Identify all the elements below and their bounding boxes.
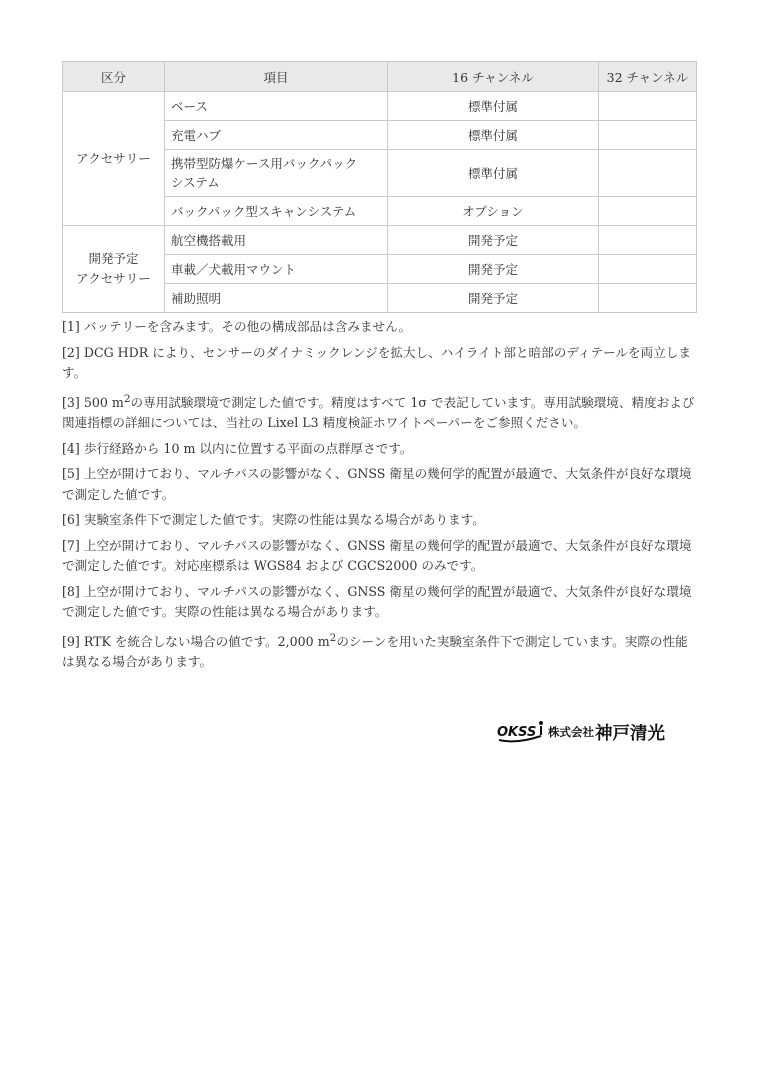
category-cell xyxy=(63,226,165,313)
footnote xyxy=(62,536,698,577)
footnote-mark: [9] xyxy=(62,633,80,649)
footnote-text: 歩行経路から 10 m 以内に位置する平面の点群厚さです。 xyxy=(83,440,413,456)
item-cell: 車載／犬載用マウント xyxy=(165,255,388,284)
footnote xyxy=(62,582,698,623)
header-16ch: 16 チャンネル xyxy=(388,62,599,92)
item-cell xyxy=(165,150,388,197)
32ch-cell xyxy=(599,92,697,121)
table-header-row xyxy=(63,62,697,92)
category-label: アクセサリー xyxy=(76,150,151,166)
item-cell: ベース xyxy=(165,92,388,121)
item-cell: バックパック型スキャンシステム xyxy=(165,197,388,226)
category-label: アクセサリー xyxy=(76,271,151,286)
32ch-cell xyxy=(599,150,697,197)
footnote-text: 500 m xyxy=(83,394,124,410)
footnote-text: 上空が開けており、マルチパスの影響がなく、GNSS 衛星の幾何学的配置が最適で、大気条件が良好な環境で測定した値です。実際の性能は異なる場合があります。 xyxy=(62,583,692,620)
footnote-mark: [5] xyxy=(62,466,80,482)
footnote-mark: [6] xyxy=(62,512,80,528)
16ch-cell: 開発予定 xyxy=(388,284,599,313)
category-label: 開発予定 xyxy=(88,251,139,266)
32ch-cell xyxy=(599,226,697,255)
accessories-table xyxy=(62,61,697,313)
16ch-cell: 開発予定 xyxy=(388,226,599,255)
logo-company-name: 神戸清光 xyxy=(595,723,665,744)
footnote-text: のシーンを用いた実験室条件下で測定しています。実際の性能は異なる場合があります。 xyxy=(62,633,688,670)
footnote-mark: [3] xyxy=(62,394,80,410)
footnote xyxy=(62,628,698,673)
16ch-cell: オプション xyxy=(388,197,599,226)
footnote-text: 上空が開けており、マルチパスの影響がなく、GNSS 衛星の幾何学的配置が最適で、大気条件が良好な環境で測定した値です。対応座標系は WGS84 および CGCS2000 のみです。 xyxy=(62,537,692,574)
category-cell xyxy=(63,92,165,226)
32ch-cell xyxy=(599,255,697,284)
item-cell: 充電ハブ xyxy=(165,121,388,150)
32ch-cell xyxy=(599,284,697,313)
header-32ch: 32 チャンネル xyxy=(599,62,697,92)
footnote-mark: [4] xyxy=(62,440,80,456)
footnote xyxy=(62,439,698,460)
superscript: 2 xyxy=(329,631,337,644)
footnote-text: 上空が開けており、マルチパスの影響がなく、GNSS 衛星の幾何学的配置が最適で、大気条件が良好な環境で測定した値です。 xyxy=(62,466,692,502)
footnote xyxy=(62,389,698,434)
footnote-mark: [7] xyxy=(62,537,80,553)
footnote-mark: [2] xyxy=(62,344,80,360)
logo-mark-text: OKSS xyxy=(497,725,537,740)
footnote xyxy=(62,317,698,338)
superscript: 2 xyxy=(123,392,131,405)
table-row xyxy=(63,92,697,121)
footnote-mark: [8] xyxy=(62,583,80,599)
32ch-cell xyxy=(599,197,697,226)
16ch-cell: 標準付属 xyxy=(388,150,599,197)
footnote-text: バッテリーを含みます。その他の構成部品は含みません。 xyxy=(83,319,412,334)
item-cell: 航空機搭載用 xyxy=(165,226,388,255)
company-logo xyxy=(497,719,693,745)
item-cell: 補助照明 xyxy=(165,284,388,313)
footnote-mark: [1] xyxy=(62,319,80,334)
header-category: 区分 xyxy=(63,62,165,92)
footnote xyxy=(62,464,698,505)
footnotes xyxy=(62,317,698,678)
header-item: 項目 xyxy=(165,62,388,92)
item-line: 携帯型防爆ケース用バックパック xyxy=(171,156,358,171)
32ch-cell xyxy=(599,121,697,150)
16ch-cell: 標準付属 xyxy=(388,92,599,121)
okss-logo-icon xyxy=(497,719,545,745)
footnote-text: 実験室条件下で測定した値です。実際の性能は異なる場合があります。 xyxy=(83,512,485,528)
16ch-cell: 標準付属 xyxy=(388,121,599,150)
footnote-text: DCG HDR により、センサーのダイナミックレンジを拡大し、ハイライト部と暗部のディテールを両立します。 xyxy=(62,344,691,380)
footnote xyxy=(62,510,698,531)
footnote-text: の専用試験環境で測定した値です。精度はすべて 1σ で表記しています。専用試験環境、精度および関連指標の詳細については、当社の Lixel L3 精度検証ホワイトペーパーをご参照ください。 xyxy=(62,394,695,431)
footnote xyxy=(62,343,698,384)
16ch-cell: 開発予定 xyxy=(388,255,599,284)
table-row xyxy=(63,226,697,255)
item-line: システム xyxy=(171,175,220,190)
logo-company-type: 株式会社 xyxy=(548,725,594,739)
footnote-text: RTK を統合しない場合の値です。2,000 m xyxy=(83,633,330,649)
